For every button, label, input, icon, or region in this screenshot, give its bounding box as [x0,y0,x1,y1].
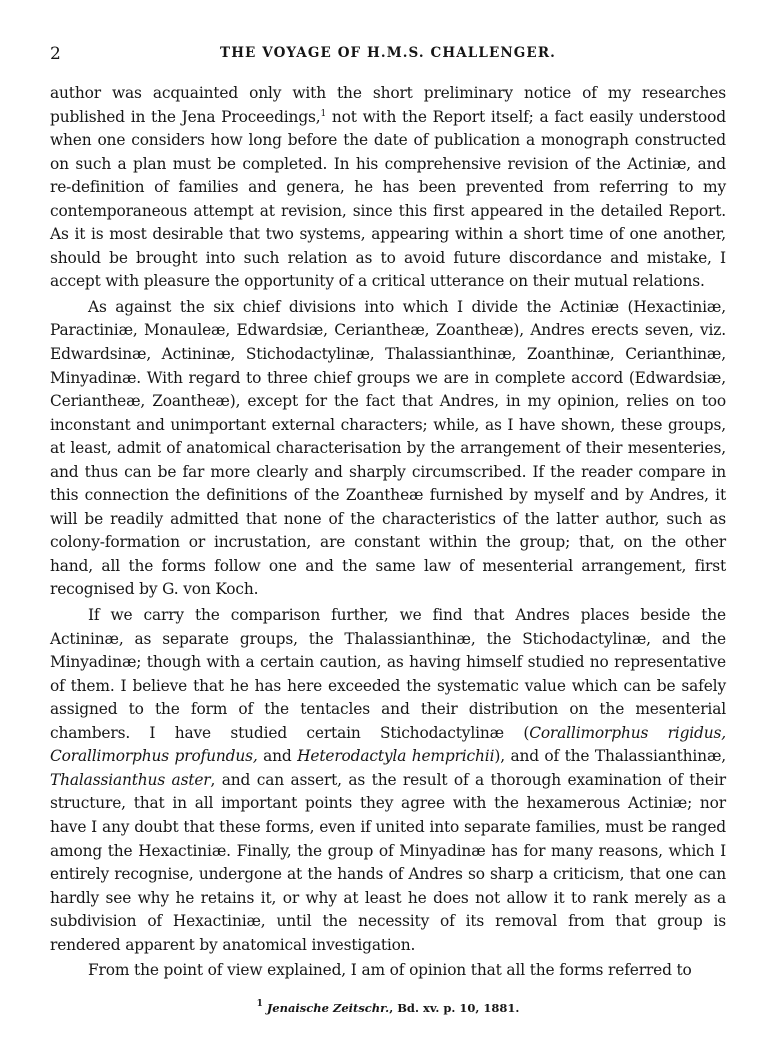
species-name: Heterodactyla hemprichii [297,747,495,766]
paragraph-4: From the point of view explained, I am of opinion that all the forms referred to [88,961,692,980]
footnote-marker: 1 [256,999,263,1009]
page-number: 2 [50,44,61,64]
paragraph-3: If we carry the comparison further, we find that Andres places beside the Actininæ, as separate groups, the Thalassianthinæ, the Stichodactylinæ, and the Minyadinæ; though with a certain caution, as having himself studied no representative of them. I believe that he has here exceeded the systematic value which can be safely assigned to the form of the tentacles and their distribution on the mesenterial chambers. I have studied certain Stichodactylinæ (Corallimorphus rigidus, Corallimorphus profundus, and Heterodactyla hemprichii), and of the Thalassianthinæ, Thalassianthus aster, and can assert, as the result of a thorough examination of their structure, that in all important points they agree with the hexamerous Actiniæ; nor have I any doubt that these forms, even if united into separate families, must be ranged among the Hexactiniæ. Finally, the group of Minyadinæ has for many reasons, which I entirely recognise, undergone at the hands of Andres so sharp a criticism, that one can hardly see why he retains it, or why at least he does not allow it to rank merely as a subdivision of Hexactiniæ, until the necessity of its removal from that group is rendered apparent by anatomical investigation. [50,606,726,954]
paragraph-1: author was acquainted only with the short preliminary notice of my researches published in the Jena Proceedings,$^1$ not with the Report itself; a fact easily understood when one considers how long before the date of publication a monograph constructed on such a plan must be completed. In his comprehensive revision of the Actiniæ, and re-definition of families and genera, he has been prevented from referring to my contemporaneous attempt at revision, since this first appeared in the detailed Report. As it is most desirable that two systems, appearing within a short time of one another, should be brought into such relation as to avoid future discordance and mistake, I accept with pleasure the opportunity of a critical utterance on their mutual relations. [50,84,726,291]
footnote-journal: Jenaische Zeitschr. [266,1001,390,1015]
species-name: Corallimorphus rigidus, Corallimorphus profundus, [50,723,726,766]
footnote [0,1001,776,1015]
footnote-citation: , Bd. xv. p. 10, 1881. [389,1001,520,1015]
paragraph-2: As against the six chief divisions into which I divide the Actiniæ (Hexactiniæ, Paractiniæ, Monauleæ, Edwardsiæ, Ceriantheæ, Zoantheæ), Andres erects seven, viz. Edwardsinæ, Actininæ, Stichodactylinæ, Thalassianthinæ, Zoanthinæ, Cerianthinæ, Minyadinæ. With regard to three chief groups we are in complete accord (Edwardsiæ, Ceriantheæ, Zoantheæ), except for the fact that Andres, in my opinion, relies on too inconstant and unimportant external characters; while, as I have shown, these groups, at least, admit of anatomical characterisation by the arrangement of their mesenteries, and thus can be far more clearly and sharply circumscribed. If the reader compare in this connection the definitions of the Zoantheæ furnished by myself and by Andres, it will be readily admitted that none of the characteristics of the latter author, such as colony-formation or incrustation, are constant within the group; that, on the other hand, all the forms follow one and the same law of mesenterial arrangement, first recognised by G. von Koch. [50,297,726,599]
running-title: THE VOYAGE OF H.M.S. CHALLENGER. [220,45,556,61]
footnote-reference[interactable]: 1 [320,108,327,119]
body-text [50,82,726,983]
species-name: Thalassianthus aster [50,770,211,789]
page-header [50,44,726,66]
